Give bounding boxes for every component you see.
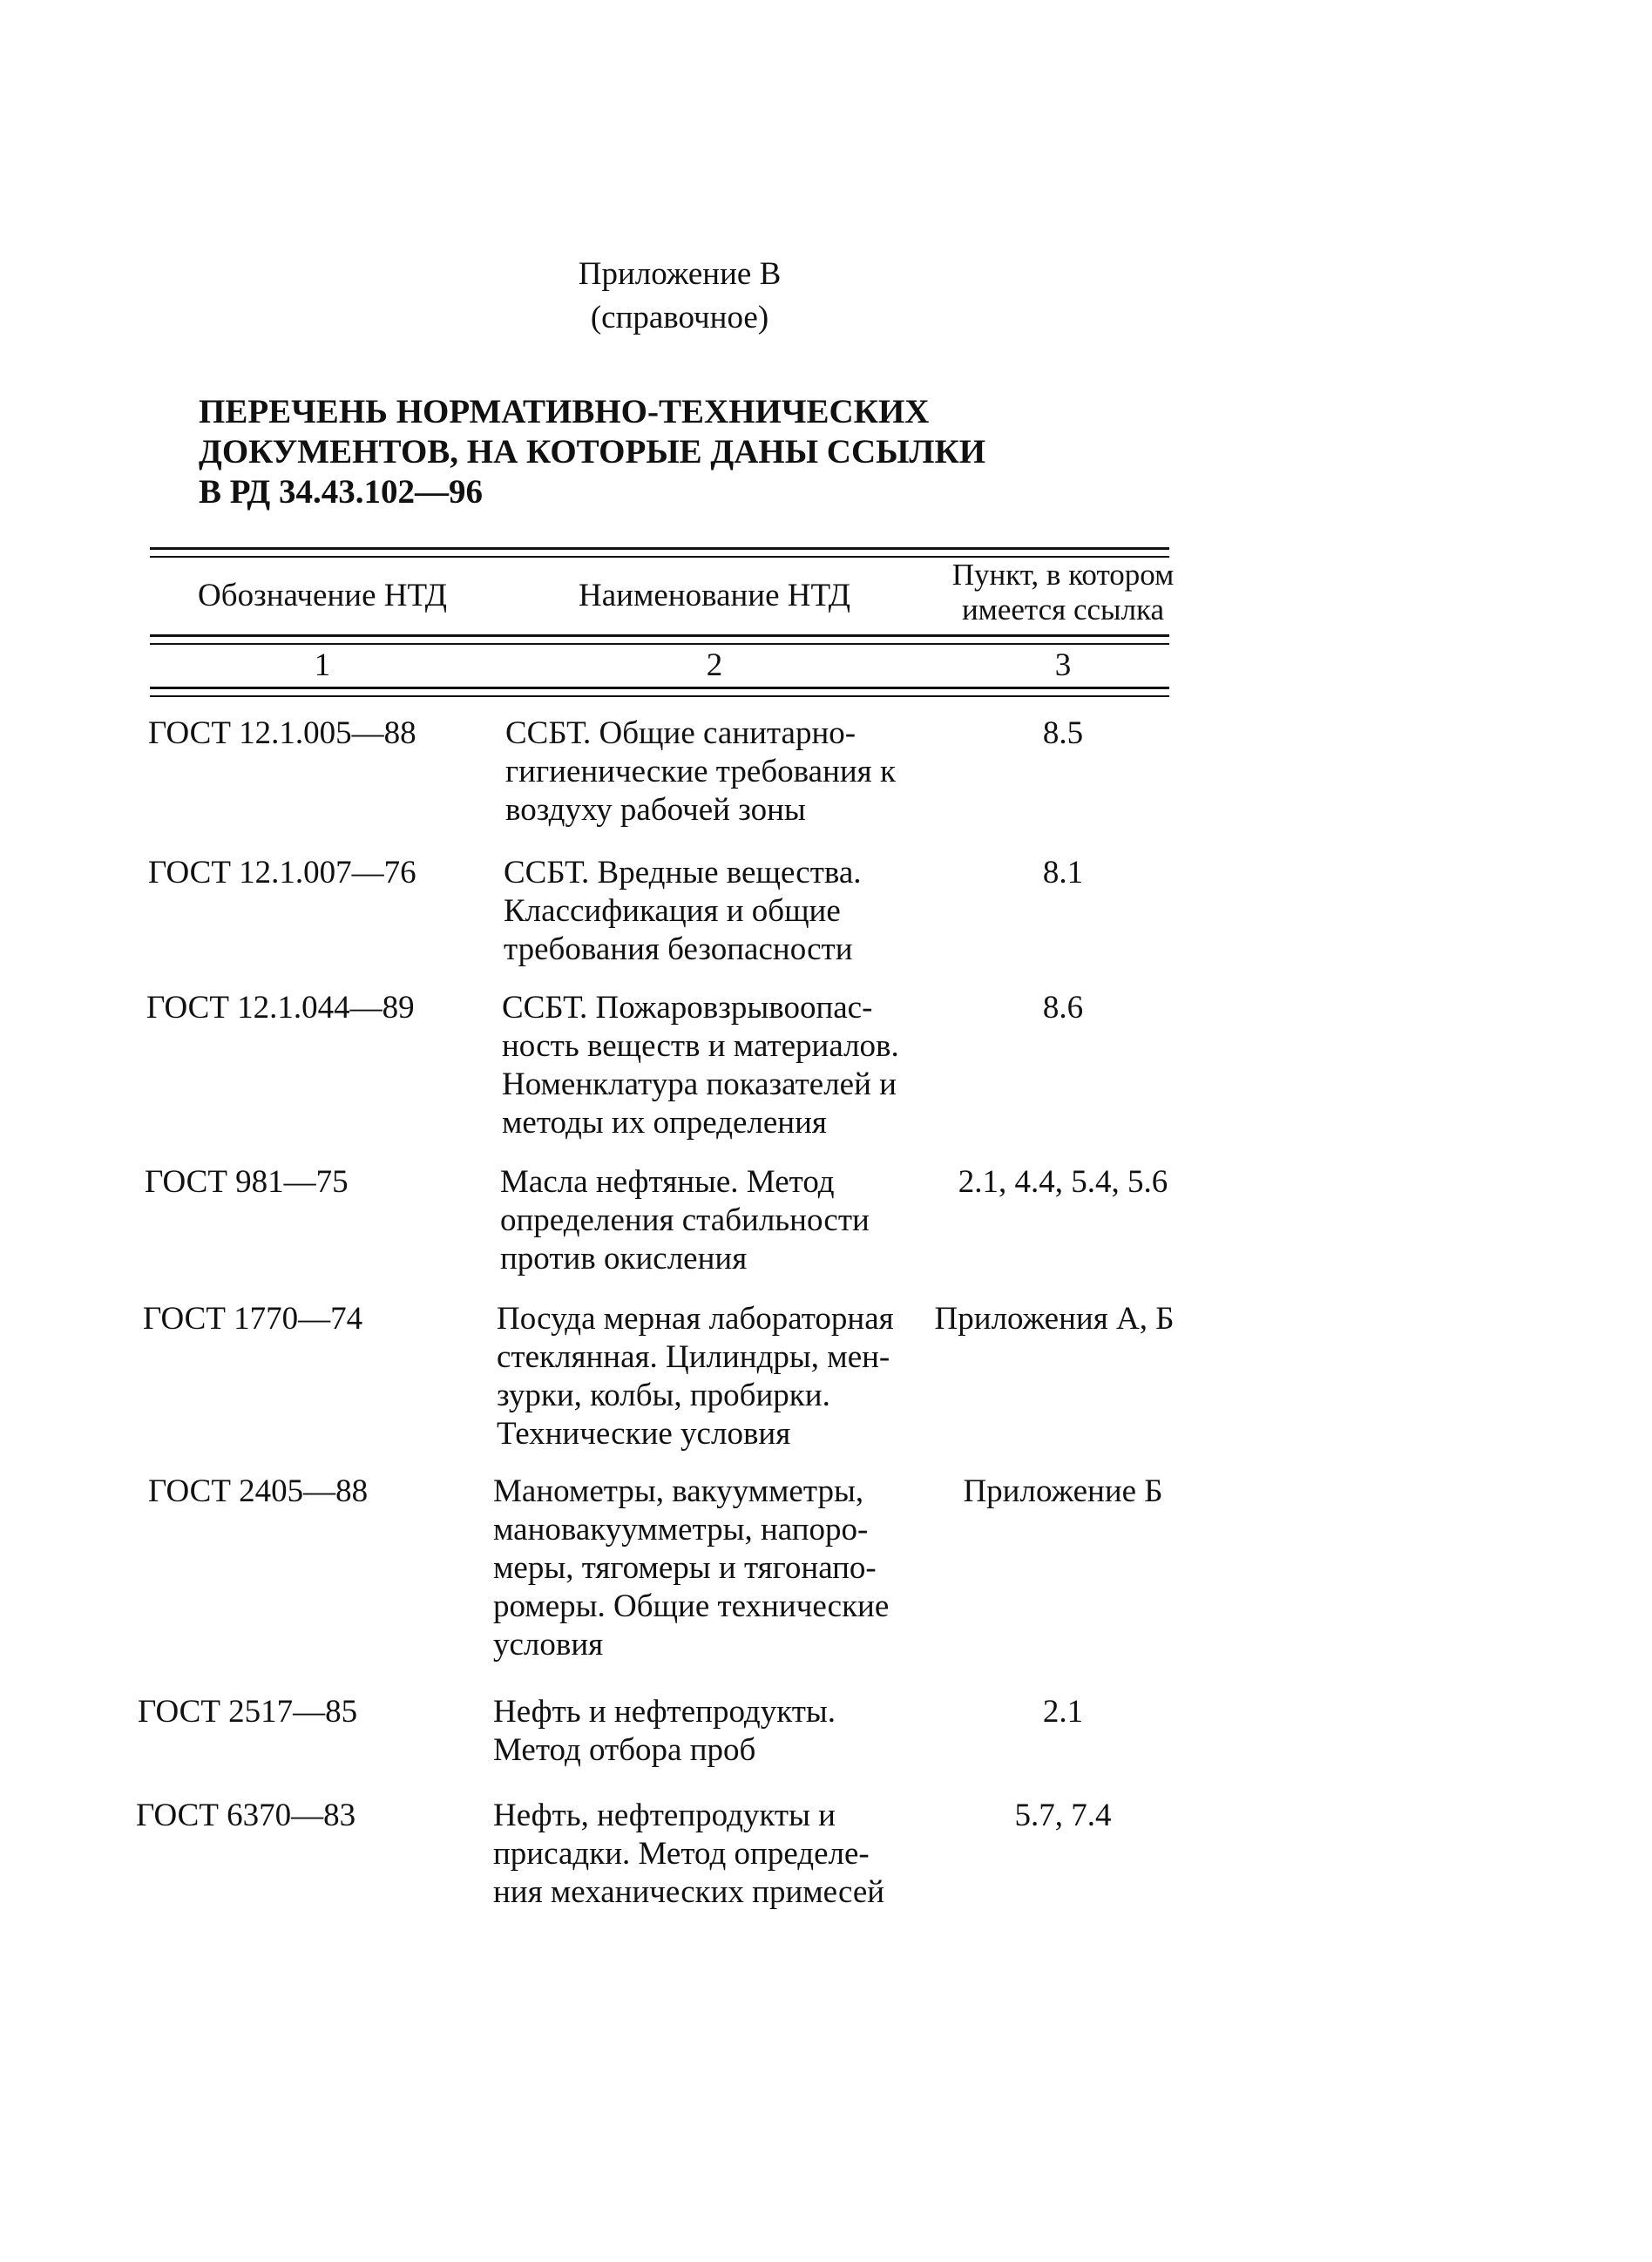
ntd-name-line: определения стабильности (500, 1202, 870, 1238)
column-number-3: 3 (1054, 647, 1072, 683)
ntd-reference: 8.5 (1042, 715, 1084, 751)
ntd-name (493, 1693, 929, 1770)
ntd-code: ГОСТ 6370—83 (136, 1798, 356, 1833)
ntd-name-line: Масла нефтяные. Метод (500, 1164, 835, 1200)
header-code: Обозначение НТД (198, 578, 447, 613)
document-heading (199, 392, 1157, 512)
ntd-name (504, 854, 939, 969)
ntd-reference: Приложения А, Б (934, 1301, 1175, 1337)
ntd-name-line: ния механических примесей (493, 1874, 885, 1910)
ntd-name (505, 714, 941, 830)
ntd-name-line: Номенклатура показателей и (502, 1067, 897, 1102)
ntd-name-line: присадки. Метод определе- (493, 1836, 870, 1872)
header-ref (932, 558, 1194, 627)
ntd-code: ГОСТ 2405—88 (148, 1473, 369, 1509)
ntd-name-line: ССБТ. Общие санитарно- (505, 715, 856, 751)
ntd-reference: 5.7, 7.4 (1014, 1798, 1112, 1833)
column-number-2: 2 (706, 647, 723, 683)
ntd-name-line: против окисления (500, 1241, 748, 1277)
ntd-code: ГОСТ 2517—85 (138, 1694, 358, 1730)
heading-line: ДОКУМЕНТОВ, НА КОТОРЫЕ ДАНЫ ССЫЛКИ (199, 433, 986, 471)
ntd-name-line: условия (493, 1627, 604, 1663)
ntd-name-line: Классификация и общие (504, 893, 841, 929)
ntd-name-line: Посуда мерная лабораторная (497, 1301, 894, 1337)
ntd-name-line: методы их определения (502, 1105, 827, 1141)
column-numbers-rule-inner (150, 695, 1169, 697)
ntd-name-line: ромеры. Общие технические (493, 1588, 890, 1624)
column-number-1: 1 (314, 647, 331, 683)
ntd-reference: 2.1, 4.4, 5.4, 5.6 (958, 1164, 1168, 1200)
header-bottom-rule-inner (150, 643, 1169, 645)
ntd-reference: Приложение Б (963, 1473, 1163, 1509)
ntd-name-line: ССБТ. Вредные вещества. (504, 855, 862, 891)
appendix-subtitle: (справочное) (590, 300, 769, 335)
ntd-name (493, 1473, 929, 1664)
ntd-name-line: Метод отбора проб (493, 1732, 756, 1768)
column-numbers-rule (150, 687, 1169, 689)
ntd-name-line: воздуху рабочей зоны (505, 792, 806, 828)
ntd-name-line: Нефть и нефтепродукты. (493, 1694, 836, 1730)
ntd-name-line: стеклянная. Цилиндры, мен- (497, 1339, 890, 1375)
header-bottom-rule (150, 634, 1169, 637)
ntd-name-line: Нефть, нефтепродукты и (493, 1798, 836, 1833)
ntd-name-line: ССБТ. Пожаровзрывоопас- (502, 990, 873, 1026)
ntd-name-line: ность веществ и материалов. (502, 1028, 899, 1064)
ntd-code: ГОСТ 981—75 (145, 1164, 349, 1200)
table-top-rule (150, 547, 1169, 550)
ntd-name (500, 1163, 936, 1278)
ntd-name-line: Манометры, вакуумметры, (493, 1473, 864, 1509)
ntd-name-line: мановакуумметры, напоро- (493, 1512, 869, 1548)
ntd-reference: 8.1 (1042, 855, 1084, 891)
header-name: Наименование НТД (579, 578, 850, 613)
ntd-code: ГОСТ 12.1.044—89 (146, 990, 415, 1026)
ntd-name-line: Технические условия (497, 1416, 791, 1452)
header-ref-line: Пункт, в котором (951, 558, 1175, 592)
appendix-title: Приложение В (578, 256, 782, 292)
ntd-code: ГОСТ 12.1.005—88 (148, 715, 416, 751)
ntd-code: ГОСТ 12.1.007—76 (148, 855, 416, 891)
heading-line: В РД 34.43.102—96 (199, 473, 483, 511)
ntd-reference: 8.6 (1042, 990, 1084, 1026)
ntd-name-line: гигиенические требования к (505, 754, 896, 789)
ntd-name-line: требования безопасности (504, 931, 853, 967)
heading-line: ПЕРЕЧЕНЬ НОРМАТИВНО-ТЕХНИЧЕСКИХ (199, 393, 930, 430)
ntd-name (497, 1300, 932, 1453)
ntd-name (493, 1797, 929, 1912)
ntd-code: ГОСТ 1770—74 (143, 1301, 363, 1337)
ntd-name-line: меры, тягомеры и тягонапо- (493, 1550, 877, 1586)
header-ref-line: имеется ссылка (961, 593, 1165, 626)
ntd-name (502, 989, 938, 1142)
ntd-name-line: зурки, колбы, пробирки. (497, 1378, 830, 1413)
ntd-reference: 2.1 (1042, 1694, 1084, 1730)
